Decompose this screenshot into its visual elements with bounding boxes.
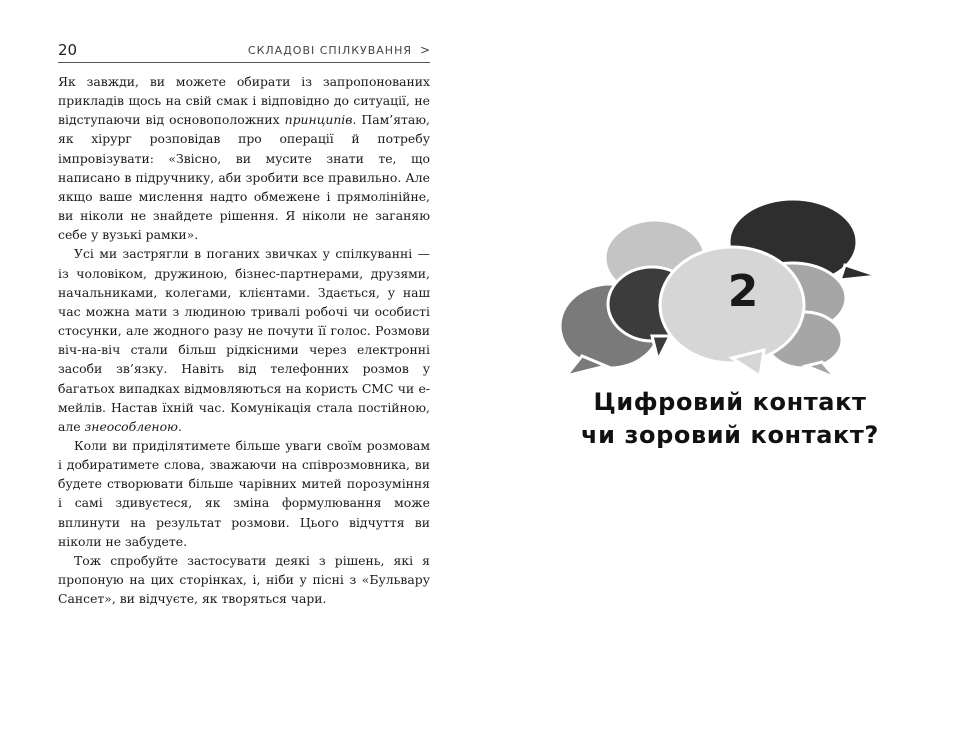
- paragraph-1-emphasis: принципів: [284, 112, 353, 128]
- right-page: [560, 180, 900, 480]
- paragraph-4: Тож спробуйте застосувати деякі з рішень, які я пропоную на цих сторінках, і, ніби у пісні з «Бульвару Сансет», ви відчуєте, як творяться чари.: [58, 552, 430, 607]
- page-number: 20: [58, 41, 78, 59]
- body-text: [58, 72, 430, 608]
- running-head: [58, 40, 430, 63]
- chapter-number: 2: [727, 266, 759, 317]
- paragraph-1-text-b: . Пам’ятаю, як хірург розповідав про операції й потребу імпровізувати: «Звісно, ви мусите знати те, що написано в підручнику, аби зробити все правильно. Але якщо ваше мислення надто обмежене і прямолінійне, ви ніколи не знайдете рішення. Я ніколи не заганяю себе у вузькі рамки».: [58, 112, 430, 243]
- running-title: СКЛАДОВІ СПІЛКУВАННЯ: [247, 44, 412, 57]
- paragraph-2-text-a: Усі ми застрягли в поганих звичках у спілкуванні — із чоловіком, дружиною, бізнес-партнерами, друзями, начальниками, колегами, клієнтами. Здається, у наш час можна мати з людиною тривалі робочі чи особисті стосунки, але жодного разу не почути її голос. Розмови віч-на-віч стали більш рідкісними через електронні засоби зв’язку. Навіть від телефонних розмов у багатьох випадках відмовляються на користь СМС чи е-мейлів. Настав їхній час. Комунікація стала постійною, але: [58, 246, 430, 434]
- chapter-title: [560, 386, 900, 452]
- left-page: [58, 40, 430, 720]
- paragraph-2: [58, 244, 430, 436]
- paragraph-3: Коли ви приділятимете більше уваги своїм розмовам і добиратимете слова, зважаючи на співрозмовника, ви будете створювати більше чарівних митей порозуміння і самі здивуєтеся, як зміна формулювання може вплинути на результат розмови. Цього відчуття ви ніколи не забудете.: [58, 437, 430, 549]
- paragraph-2-emphasis: знеособленою: [84, 418, 178, 434]
- next-arrow-icon: >: [419, 43, 430, 57]
- chapter-title-line-2: чи зоровий контакт?: [581, 421, 879, 449]
- paragraph-1-text-a: Як завжди, ви можете обирати із запропонованих прикладів щось на свій смак і відповідно до ситуації, не відступаючи від основоположних: [58, 74, 430, 128]
- paragraph-1: [58, 72, 430, 244]
- paragraph-2-text-b: .: [177, 418, 182, 434]
- chapter-title-line-1: Цифровий контакт: [593, 388, 867, 416]
